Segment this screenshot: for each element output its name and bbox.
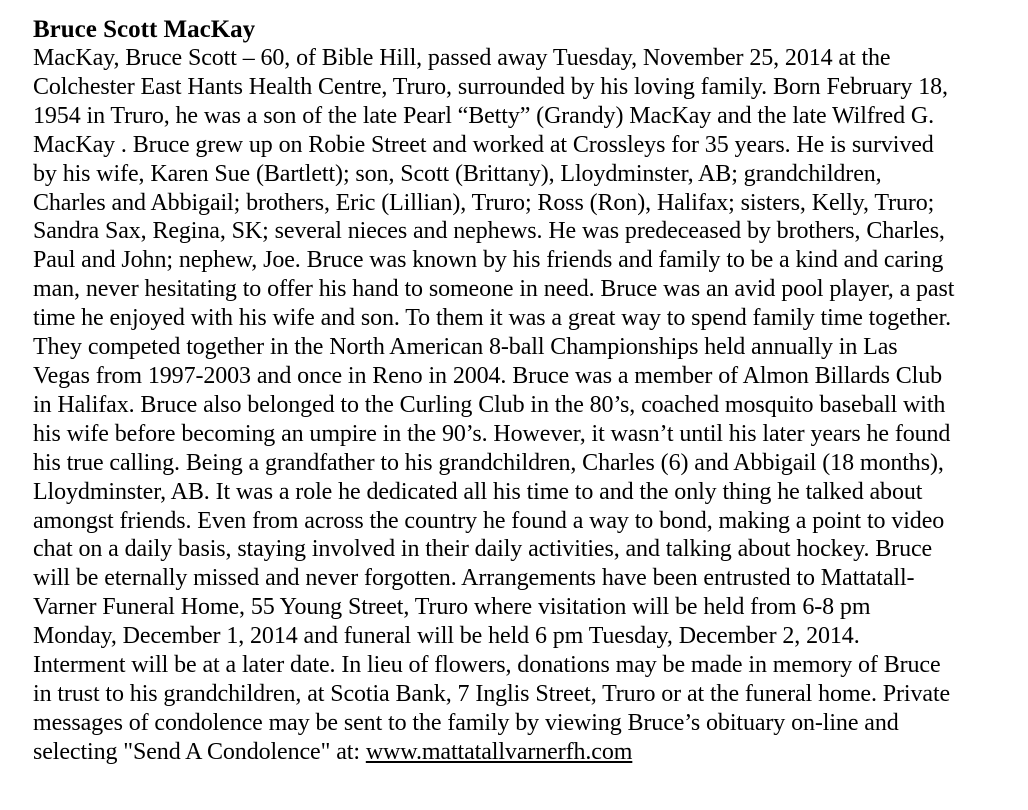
closing-line-text: selecting "Send A Condolence" at: <box>33 738 366 765</box>
obituary-line: will be eternally missed and never forgotten. Arrangements have been entrusted to Mattatall- <box>33 565 915 592</box>
obituary-line: MacKay, Bruce Scott – 60, of Bible Hill, passed away Tuesday, November 25, 2014 at the <box>33 45 891 71</box>
obituary-line: time he enjoyed with his wife and son. To them it was a great way to spend family time together. <box>33 305 952 332</box>
condolence-link[interactable]: www.mattatallvarnerfh.com <box>365 738 633 765</box>
obituary-line: in trust to his grandchildren, at Scotia Bank, 7 Inglis Street, Truro or at the funeral home. Private <box>33 680 951 707</box>
obituary-line: in Halifax. Bruce also belonged to the Curling Club in the 80’s, coached mosquito baseball with <box>33 391 946 418</box>
obituary-line: They competed together in the North American 8-ball Championships held annually in Las <box>33 334 898 361</box>
obituary-line: Lloydminster, AB. It was a role he dedicated all his time to and the only thing he talked about <box>33 478 923 505</box>
obituary-line: Charles and Abbigail; brothers, Eric (Lillian), Truro; Ross (Ron), Halifax; sisters, Kelly, Truro; <box>33 189 935 216</box>
obituary-line: Interment will be at a later date. In lieu of flowers, donations may be made in memory of Bruce <box>33 652 941 679</box>
obituary-line: amongst friends. Even from across the country he found a way to bond, making a point to video <box>33 507 945 534</box>
obituary-line: chat on a daily basis, staying involved in their daily activities, and talking about hockey. Bruce <box>33 536 933 563</box>
obituary-closing-line <box>33 738 1010 767</box>
obituary-line: MacKay . Bruce grew up on Robie Street and worked at Crossleys for 35 years. He is survived <box>33 131 934 158</box>
obituary-line: Sandra Sax, Regina, SK; several nieces and nephews. He was predeceased by brothers, Charles, <box>33 218 945 245</box>
obituary-line: Vegas from 1997-2003 and once in Reno in 2004. Bruce was a member of Almon Billards Club <box>33 362 943 389</box>
obituary-line: Colchester East Hants Health Centre, Truro, surrounded by his loving family. Born February 18, <box>33 73 948 100</box>
obituary-line: man, never hesitating to offer his hand to someone in need. Bruce was an avid pool player, a past <box>33 276 955 303</box>
obituary-line: his true calling. Being a grandfather to his grandchildren, Charles (6) and Abbigail (18 months), <box>33 449 944 476</box>
obituary-line: by his wife, Karen Sue (Bartlett); son, Scott (Brittany), Lloydminster, AB; grandchildren, <box>33 160 882 187</box>
obituary-line: his wife before becoming an umpire in the 90’s. However, it wasn’t until his later years he found <box>33 420 951 447</box>
obituary-line: Varner Funeral Home, 55 Young Street, Truro where visitation will be held from 6-8 pm <box>33 594 871 621</box>
obituary-line: 1954 in Truro, he was a son of the late Pearl “Betty” (Grandy) MacKay and the late Wilfred G. <box>33 102 935 129</box>
obituary-line: messages of condolence may be sent to the family by viewing Bruce’s obituary on-line and <box>33 709 899 736</box>
obituary-title: Bruce Scott MacKay <box>33 16 256 43</box>
obituary-line: Monday, December 1, 2014 and funeral will be held 6 pm Tuesday, December 2, 2014. <box>33 623 860 650</box>
obituary-line: Paul and John; nephew, Joe. Bruce was known by his friends and family to be a kind and caring <box>33 247 944 274</box>
